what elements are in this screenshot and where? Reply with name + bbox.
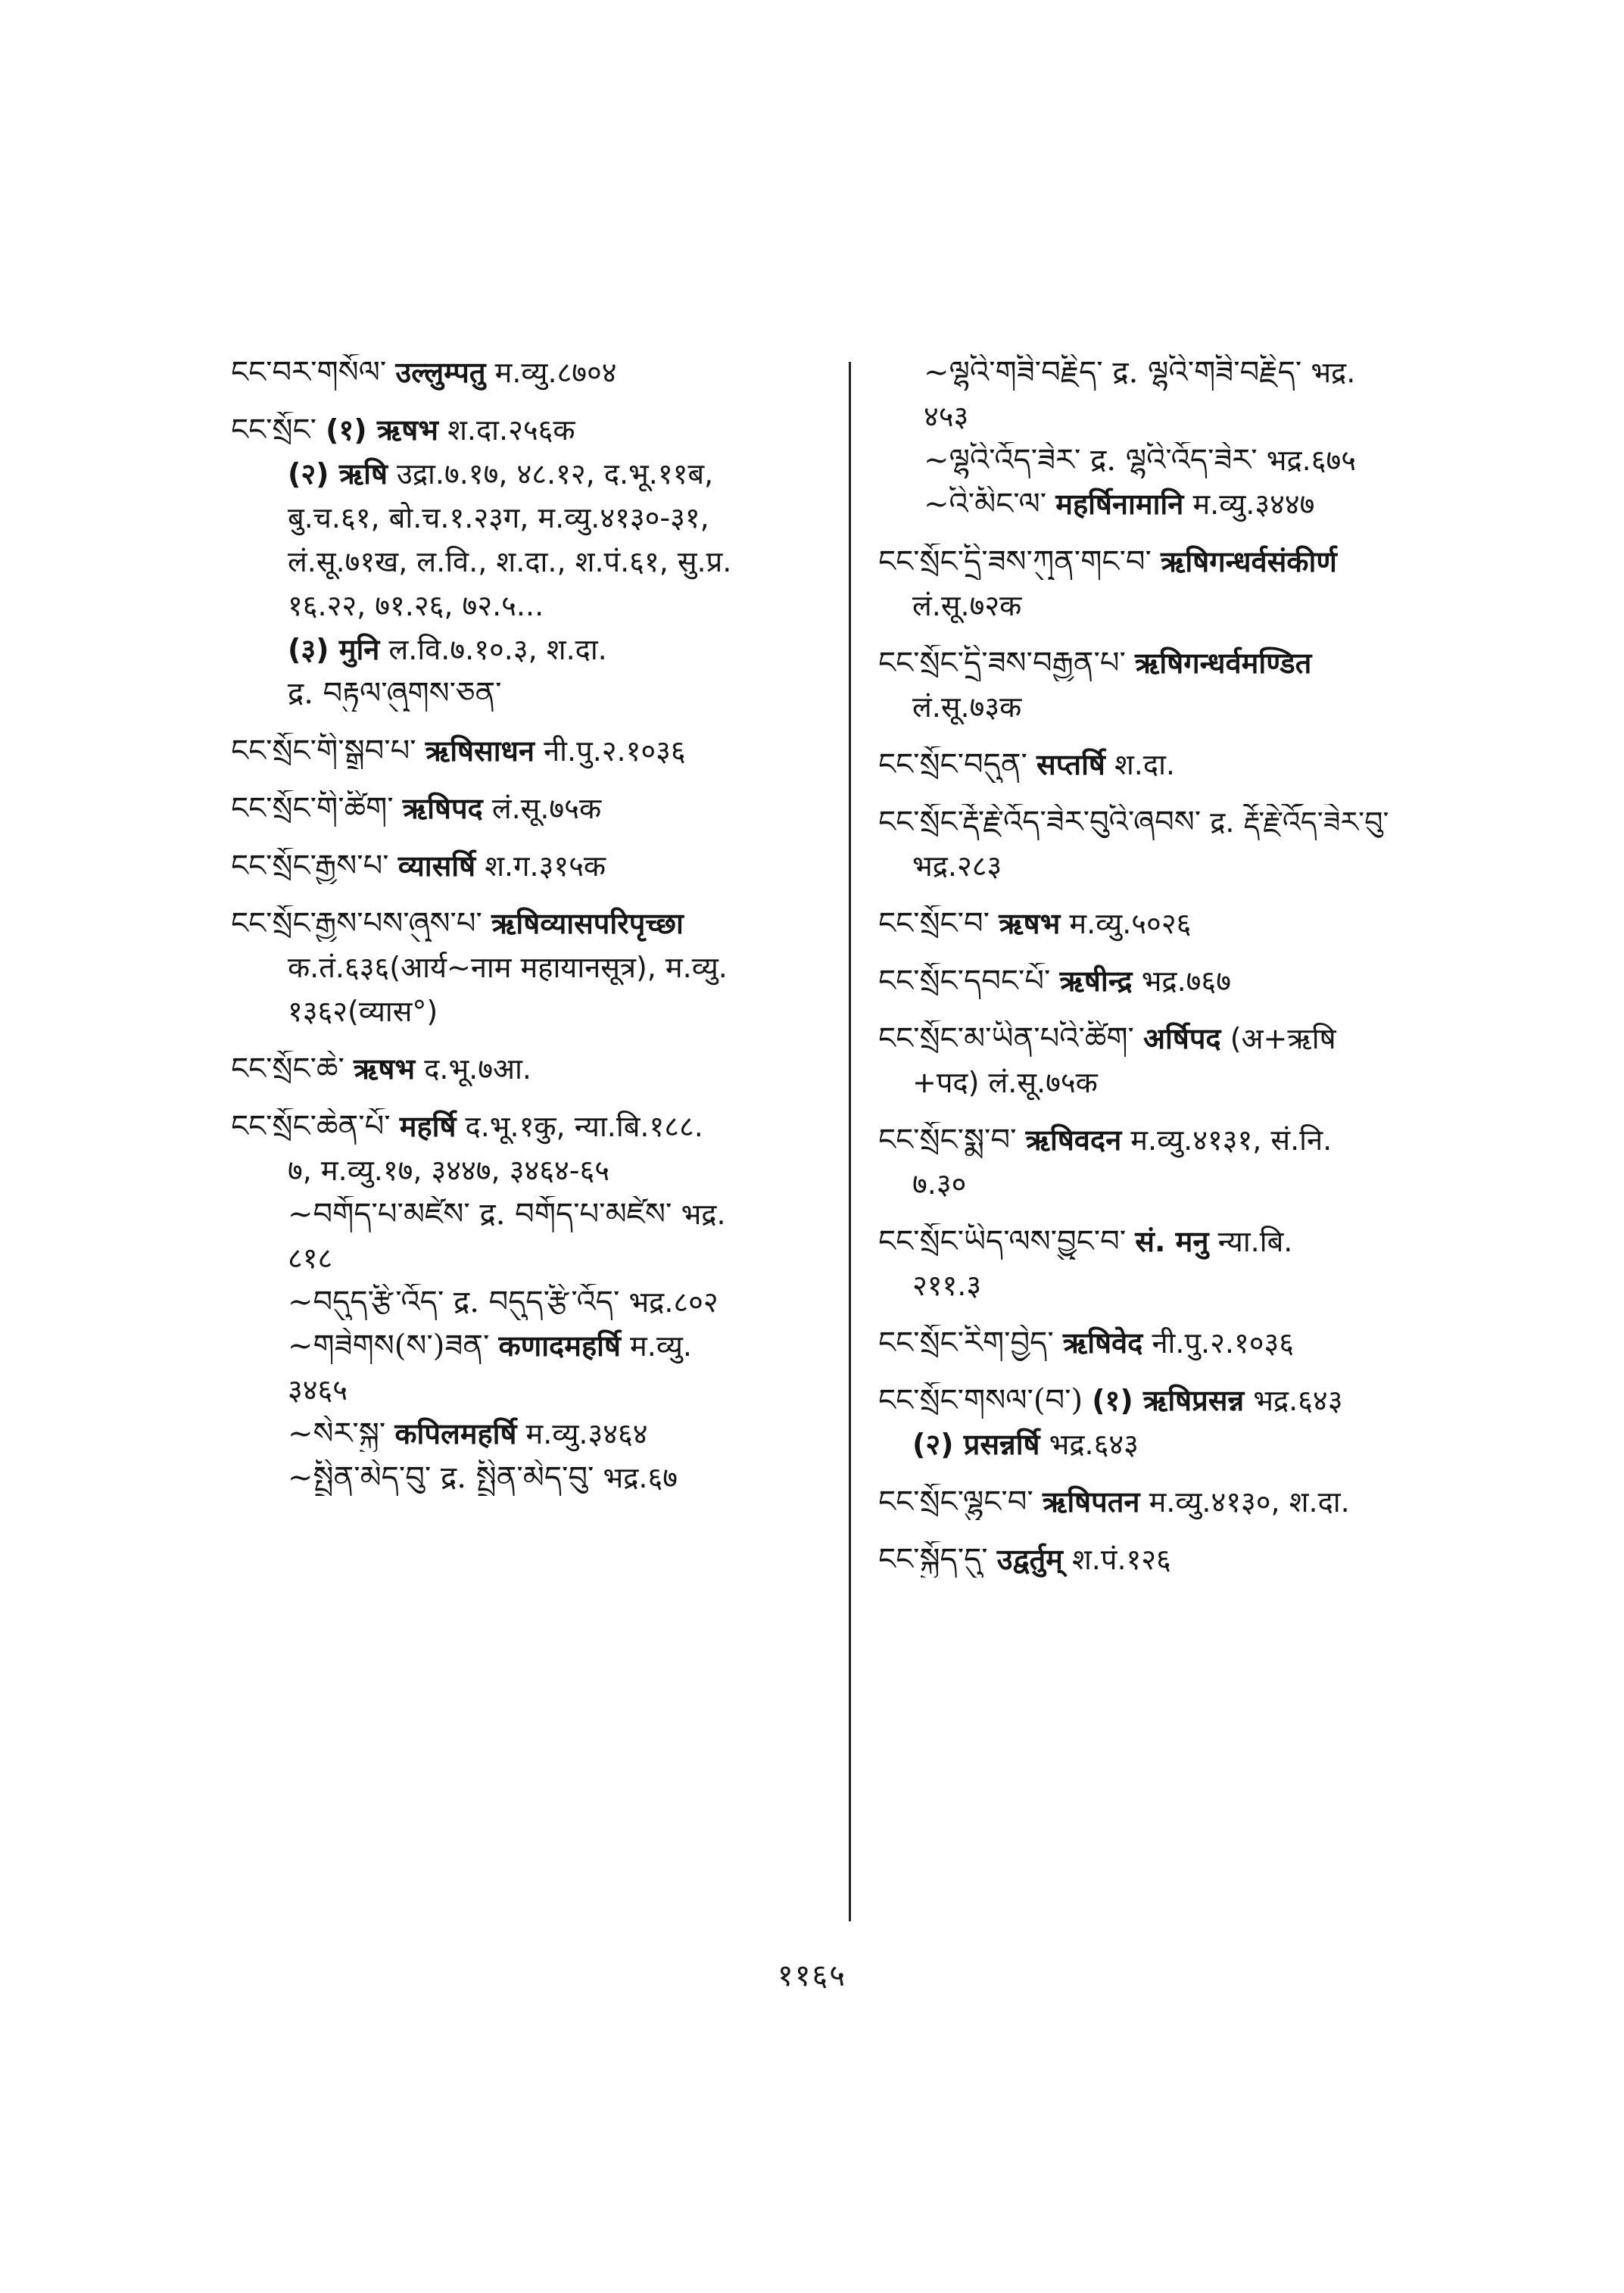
- sanskrit-equivalent: (२) प्रसन्नर्षि: [912, 1428, 1040, 1461]
- tibetan-headword: ངང་སྲོང་མ་ཡིན་པའི་ཚིག་: [878, 1021, 1134, 1056]
- source-reference: म.व्यु.: [630, 1329, 692, 1363]
- entry-line: [878, 645, 1484, 681]
- sanskrit-equivalent: कपिलमहर्षि: [394, 1417, 517, 1450]
- source-reference: ४५३: [924, 400, 969, 433]
- tibetan-headword: ངང་སྲོང་དྲི་ཟས་བརྒྱན་པ་: [878, 646, 1126, 681]
- source-reference: भद्र.: [681, 1198, 726, 1231]
- source-reference: लं.सू.७२क: [912, 589, 1022, 622]
- source-reference: भद्र.२८३: [912, 849, 1002, 883]
- entry-line: [231, 1284, 833, 1320]
- source-reference: उद्रा.७.१७, ४८.१२, द.भू.११ब,: [397, 457, 714, 491]
- entry-line: [231, 675, 833, 712]
- sanskrit-equivalent: (२) ऋषि: [288, 457, 388, 491]
- sanskrit-equivalent: (१) ऋषिप्रसन्न: [1092, 1384, 1245, 1417]
- source-reference: ८१८: [288, 1242, 333, 1275]
- entry-line: [878, 804, 1484, 840]
- entry-line: [878, 544, 1484, 580]
- tibetan-headword: ངང་སྲོང་གི་སྒྲུབ་པ་: [231, 734, 416, 768]
- entry-line: [231, 790, 833, 827]
- sanskrit-equivalent: ऋषिव्यासपरिपृच्छा: [491, 907, 684, 940]
- tibetan-headword: ངང་བར་གསོལ་: [231, 355, 387, 390]
- entry-line: [231, 354, 833, 391]
- tibetan-headword: ངང་སྲོང་སྨྲ་བ་: [878, 1123, 1017, 1157]
- source-reference: ७.३०: [912, 1167, 967, 1201]
- tibetan-headword: ~བདུད་རྩི་འོད་ द्र. བདུད་རྩི་འོད་: [288, 1285, 620, 1319]
- tibetan-headword: ངང་སྲོང་གི་ཚིག་: [231, 791, 394, 826]
- left-column: [231, 354, 833, 1503]
- tibetan-headword: ངང་སྲོང་རྒྱས་པ་: [231, 849, 389, 883]
- sanskrit-equivalent: उल्लुम्पतु: [395, 356, 486, 389]
- sanskrit-equivalent: अर्षिपद: [1142, 1022, 1221, 1055]
- source-reference: श.पं.१२६: [1071, 1543, 1171, 1576]
- sanskrit-equivalent: सप्तर्षि: [1036, 748, 1105, 781]
- sanskrit-equivalent: ऋषिसाधन: [425, 734, 535, 768]
- entry-line: [878, 848, 1484, 884]
- source-reference: क.तं.६३६(आर्य~नाम महायानसूत्र), म.व्यु.: [288, 951, 728, 984]
- source-reference: ७, म.व्यु.१७, ३४४७, ३४६४-६५: [288, 1154, 609, 1187]
- entry-line: [231, 412, 833, 448]
- entry-line: [878, 1223, 1484, 1260]
- entry-line: [878, 1064, 1484, 1101]
- source-reference: भद्र.८०२: [628, 1285, 718, 1319]
- tibetan-headword: ངང་སྲོང་རྒྱས་པས་ཞུས་པ་: [231, 906, 482, 941]
- source-reference: न्या.बि.: [1217, 1225, 1293, 1258]
- entry-line: [878, 689, 1484, 725]
- entry-line: [231, 1372, 833, 1408]
- entry-line: [878, 1484, 1484, 1520]
- sanskrit-equivalent: ऋषिगन्धर्वमण्डित: [1134, 646, 1312, 680]
- entry-line: [878, 1166, 1484, 1202]
- entry-line: [231, 1152, 833, 1189]
- entry-line: [878, 905, 1484, 942]
- sanskrit-equivalent: ऋषिवदन: [1025, 1123, 1122, 1157]
- source-reference: (अ+ऋषि: [1230, 1022, 1336, 1055]
- tibetan-headword: ~ལྷའི་འོད་ཟེར་ द्र. ལྷའི་འོད་ཟེར་: [924, 443, 1258, 478]
- entry-line: [878, 746, 1484, 783]
- tibetan-headword: ངང་སྲོང་གསལ་(བ་): [878, 1383, 1083, 1418]
- tibetan-headword: ངང་སྲོང་ཡིད་ལས་བྱུང་བ་: [878, 1224, 1127, 1259]
- entry-line: [878, 1267, 1484, 1304]
- tibetan-headword: ~སེར་སྐྱ་: [288, 1416, 386, 1451]
- entry-line: [878, 1426, 1484, 1463]
- entry-line: [231, 905, 833, 942]
- entry-line: [878, 1541, 1484, 1578]
- source-reference: २११.३: [912, 1269, 982, 1302]
- source-reference: ल.वि.७.१०.३, श.दा.: [388, 633, 607, 666]
- sanskrit-equivalent: ऋषिपद: [402, 792, 483, 825]
- source-reference: म.व्यु.३४६४: [525, 1417, 648, 1450]
- source-reference: भद्र.६७: [603, 1461, 678, 1494]
- source-reference: भद्र.६४३: [1049, 1428, 1139, 1461]
- entry-line: [231, 993, 833, 1030]
- source-reference: भद्र.६४३: [1253, 1384, 1343, 1417]
- entry-line: [231, 1240, 833, 1276]
- right-column: [878, 354, 1484, 1585]
- source-reference: १६.२२, ७१.२६, ७२.५...: [288, 589, 544, 622]
- entry-line: [231, 544, 833, 580]
- source-reference: नी.पु.२.१०३६: [1152, 1326, 1295, 1360]
- entry-line: [231, 587, 833, 624]
- tibetan-headword: ངང་སྐྱོད་དུ་: [878, 1542, 988, 1577]
- entry-line: [878, 486, 1484, 522]
- source-reference: भद्र.६७५: [1266, 444, 1357, 477]
- entry-line: [231, 1108, 833, 1145]
- entry-line: [231, 1416, 833, 1452]
- source-reference: बु.च.६१, बो.च.१.२३ग, म.व्यु.४१३०-३१,: [288, 501, 709, 534]
- sanskrit-equivalent: ऋषिपतन: [1042, 1485, 1140, 1519]
- page-number: ११६५: [777, 1958, 847, 1993]
- tibetan-headword: ངང་སྲོང་བདུན་: [878, 747, 1027, 782]
- entry-line: [878, 587, 1484, 624]
- source-reference: लं.सू.७१ख, ल.वि., श.दा., श.पं.६१, सु.प्र.: [288, 545, 732, 578]
- tibetan-headword: ངང་སྲོང་བ་: [878, 906, 990, 941]
- tibetan-headword: ~ལྷའི་གཟི་བརྗིད་ द्र. ལྷའི་གཟི་བརྗིད་: [924, 355, 1302, 390]
- source-reference: श.दा.: [1114, 748, 1175, 781]
- column-divider: [849, 362, 851, 1921]
- source-reference: भद्र.: [1311, 356, 1356, 389]
- entry-line: [231, 1196, 833, 1232]
- source-reference: श.दा.२५६क: [447, 413, 575, 447]
- sanskrit-equivalent: ऋषिवेद: [1062, 1326, 1143, 1360]
- sanskrit-equivalent: ऋषभ: [999, 907, 1061, 940]
- entry-line: [231, 500, 833, 536]
- source-reference: म.व्यु.८७०४: [494, 356, 617, 389]
- source-reference: द.भू.७आ.: [424, 1052, 531, 1086]
- sanskrit-equivalent: ऋषभ: [354, 1052, 416, 1086]
- tibetan-headword: ངང་སྲོང་ཆེན་པོ་: [231, 1109, 391, 1144]
- tibetan-headword: ངང་སྲོང་ཆེ་: [231, 1051, 344, 1086]
- source-reference: ३४६५: [288, 1373, 348, 1407]
- source-reference: म.व्यु.५०२६: [1069, 907, 1192, 940]
- entry-line: [231, 949, 833, 986]
- sanskrit-equivalent: व्यासर्षि: [397, 849, 476, 883]
- source-reference: लं.सू.७५क: [491, 792, 602, 825]
- sanskrit-equivalent: (३) मुनि: [288, 633, 380, 666]
- entry-line: [231, 1051, 833, 1087]
- source-reference: द.भू.१कु, न्या.बि.१८८.: [465, 1110, 703, 1143]
- entry-line: [878, 1382, 1484, 1419]
- tibetan-headword: ངང་སྲོང་རིག་བྱེད་: [878, 1326, 1054, 1360]
- sanskrit-equivalent: उद्वर्तुम्: [996, 1543, 1063, 1576]
- entry-line: [878, 1122, 1484, 1158]
- source-reference: द्र. རྡོ་རྗེ་འོད་ཟེར་བུ་: [1210, 805, 1389, 839]
- tibetan-headword: ~བགོད་པ་མཛེས་ द्र. བགོད་པ་མཛེས་: [288, 1197, 672, 1232]
- entry-line: [878, 1020, 1484, 1057]
- tibetan-headword: द्र. བརྟུལ་ཞུགས་ཅན་: [288, 676, 502, 711]
- sanskrit-equivalent: ऋषीन्द्र: [1059, 964, 1133, 998]
- sanskrit-equivalent: कणादमहर्षि: [498, 1329, 621, 1363]
- entry-line: [231, 1460, 833, 1496]
- entry-line: [878, 963, 1484, 999]
- source-reference: लं.सू.७३क: [912, 690, 1022, 724]
- source-reference: म.व्यु.४१३०, श.दा.: [1149, 1485, 1350, 1519]
- source-reference: १३६२(व्यास°): [288, 995, 438, 1028]
- tibetan-headword: ངང་སྲོང་རྡོ་རྗེ་འོད་ཟེར་བུའི་ཞབས་: [878, 805, 1202, 840]
- tibetan-headword: ངང་སྲོང་དབང་པོ་: [878, 964, 1051, 999]
- source-reference: म.व्यु.३४४७: [1192, 488, 1315, 521]
- sanskrit-equivalent: (१) ऋषभ: [326, 413, 438, 447]
- source-reference: म.व्यु.४१३१, सं.नि.: [1130, 1123, 1333, 1157]
- entry-line: [878, 398, 1484, 435]
- source-reference: +पद) लं.सू.७५क: [912, 1066, 1098, 1099]
- entry-line: [231, 733, 833, 769]
- sanskrit-equivalent: महर्षि: [399, 1110, 457, 1143]
- entry-line: [878, 1325, 1484, 1361]
- source-reference: नी.पु.२.१०३६: [544, 734, 686, 768]
- entry-line: [231, 456, 833, 492]
- tibetan-headword: ~འི་མིང་ལ་: [924, 487, 1047, 522]
- sanskrit-equivalent: सं. मनु: [1135, 1225, 1209, 1258]
- source-reference: श.ग.३१५क: [485, 849, 606, 883]
- entry-line: [231, 1328, 833, 1364]
- entry-line: [231, 848, 833, 884]
- source-reference: भद्र.७६७: [1141, 964, 1231, 998]
- entry-line: [878, 354, 1484, 391]
- tibetan-headword: ངང་སྲོང་ལྷུང་བ་: [878, 1485, 1033, 1519]
- entry-line: [231, 631, 833, 668]
- tibetan-headword: ~གཟེགས(ས་)ཟན་: [288, 1329, 490, 1363]
- tibetan-headword: ~སྤྲིན་མེད་བུ་ द्र. སྤྲིན་མེད་བུ་: [288, 1460, 594, 1495]
- tibetan-headword: ངང་སྲོང་དྲི་ཟས་ཀུན་གང་བ་: [878, 544, 1152, 579]
- sanskrit-equivalent: ऋषिगन्धर्वसंकीर्ण: [1160, 545, 1337, 578]
- sanskrit-equivalent: महर्षिनामानि: [1055, 488, 1184, 521]
- entry-line: [878, 442, 1484, 478]
- tibetan-headword: ངང་སྲོང་: [231, 413, 317, 447]
